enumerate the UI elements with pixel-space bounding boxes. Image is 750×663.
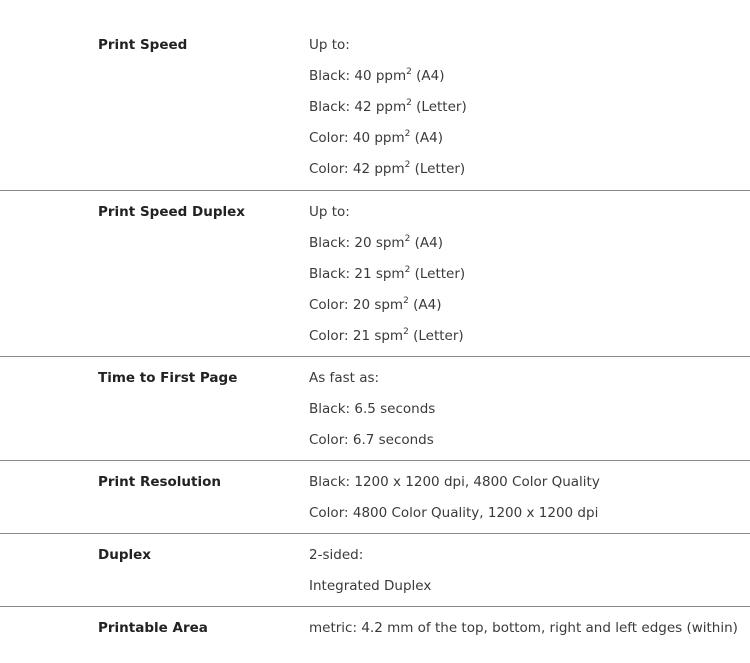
- footnote-marker: 2: [406, 97, 412, 108]
- spec-value: Color: 42 ppm$^2$ (Letter): [309, 159, 466, 177]
- spec-value: 2-sided:: [309, 547, 364, 563]
- spec-value: Black: 42 ppm$^2$ (Letter): [309, 97, 467, 115]
- spec-label: Print Speed Duplex: [98, 204, 245, 220]
- footnote-marker: 2: [403, 295, 409, 306]
- spec-value: metric: 4.2 mm of the top, bottom, right and left edges (within): [309, 620, 738, 636]
- spec-value: Up to:: [309, 37, 350, 53]
- spec-value: Color: 21 spm$^2$ (Letter): [309, 326, 464, 344]
- spec-value: Color: 4800 Color Quality, 1200 x 1200 dpi: [309, 505, 599, 521]
- footnote-marker: 2: [404, 128, 411, 139]
- footnote-marker: 2: [404, 264, 411, 275]
- spec-value: Up to:: [309, 204, 350, 220]
- spec-value: Color: 20 spm$^2$ (A4): [309, 295, 442, 313]
- footnote-marker: 2: [406, 66, 412, 77]
- spec-row-print-speed: [0, 0, 750, 191]
- footnote-marker: 2: [404, 159, 411, 170]
- spec-row-printable-area: [0, 607, 750, 663]
- spec-value: As fast as:: [309, 370, 380, 386]
- spec-value: Color: 6.7 seconds: [309, 432, 434, 448]
- spec-values: [309, 619, 738, 650]
- spec-value: Black: 40 ppm$^2$ (A4): [309, 66, 445, 84]
- footnote-marker: 2: [403, 326, 409, 337]
- spec-value: Integrated Duplex: [309, 578, 432, 594]
- spec-label: Duplex: [98, 547, 151, 563]
- footnote-marker: 2: [404, 233, 411, 244]
- spec-values: [309, 36, 467, 191]
- spec-values: [309, 369, 435, 462]
- spec-values: [309, 473, 600, 535]
- spec-values: [309, 203, 465, 358]
- spec-label: Printable Area: [98, 620, 208, 636]
- spec-value: Black: 20 spm$^2$ (A4): [309, 233, 443, 251]
- spec-row-time-to-first-page: [0, 357, 750, 461]
- spec-value: Black: 21 spm$^2$ (Letter): [309, 264, 466, 282]
- spec-label: Print Resolution: [98, 474, 222, 490]
- spec-values: [309, 546, 431, 608]
- spec-value: Color: 40 ppm$^2$ (A4): [309, 128, 443, 146]
- spec-label: Print Speed: [98, 37, 188, 53]
- spec-value: Black: 1200 x 1200 dpi, 4800 Color Quality: [309, 474, 600, 490]
- spec-row-duplex: [0, 534, 750, 607]
- spec-value: Black: 6.5 seconds: [309, 401, 436, 417]
- spec-row-print-resolution: [0, 461, 750, 534]
- spec-row-print-speed-duplex: [0, 191, 750, 357]
- spec-label: Time to First Page: [98, 370, 238, 386]
